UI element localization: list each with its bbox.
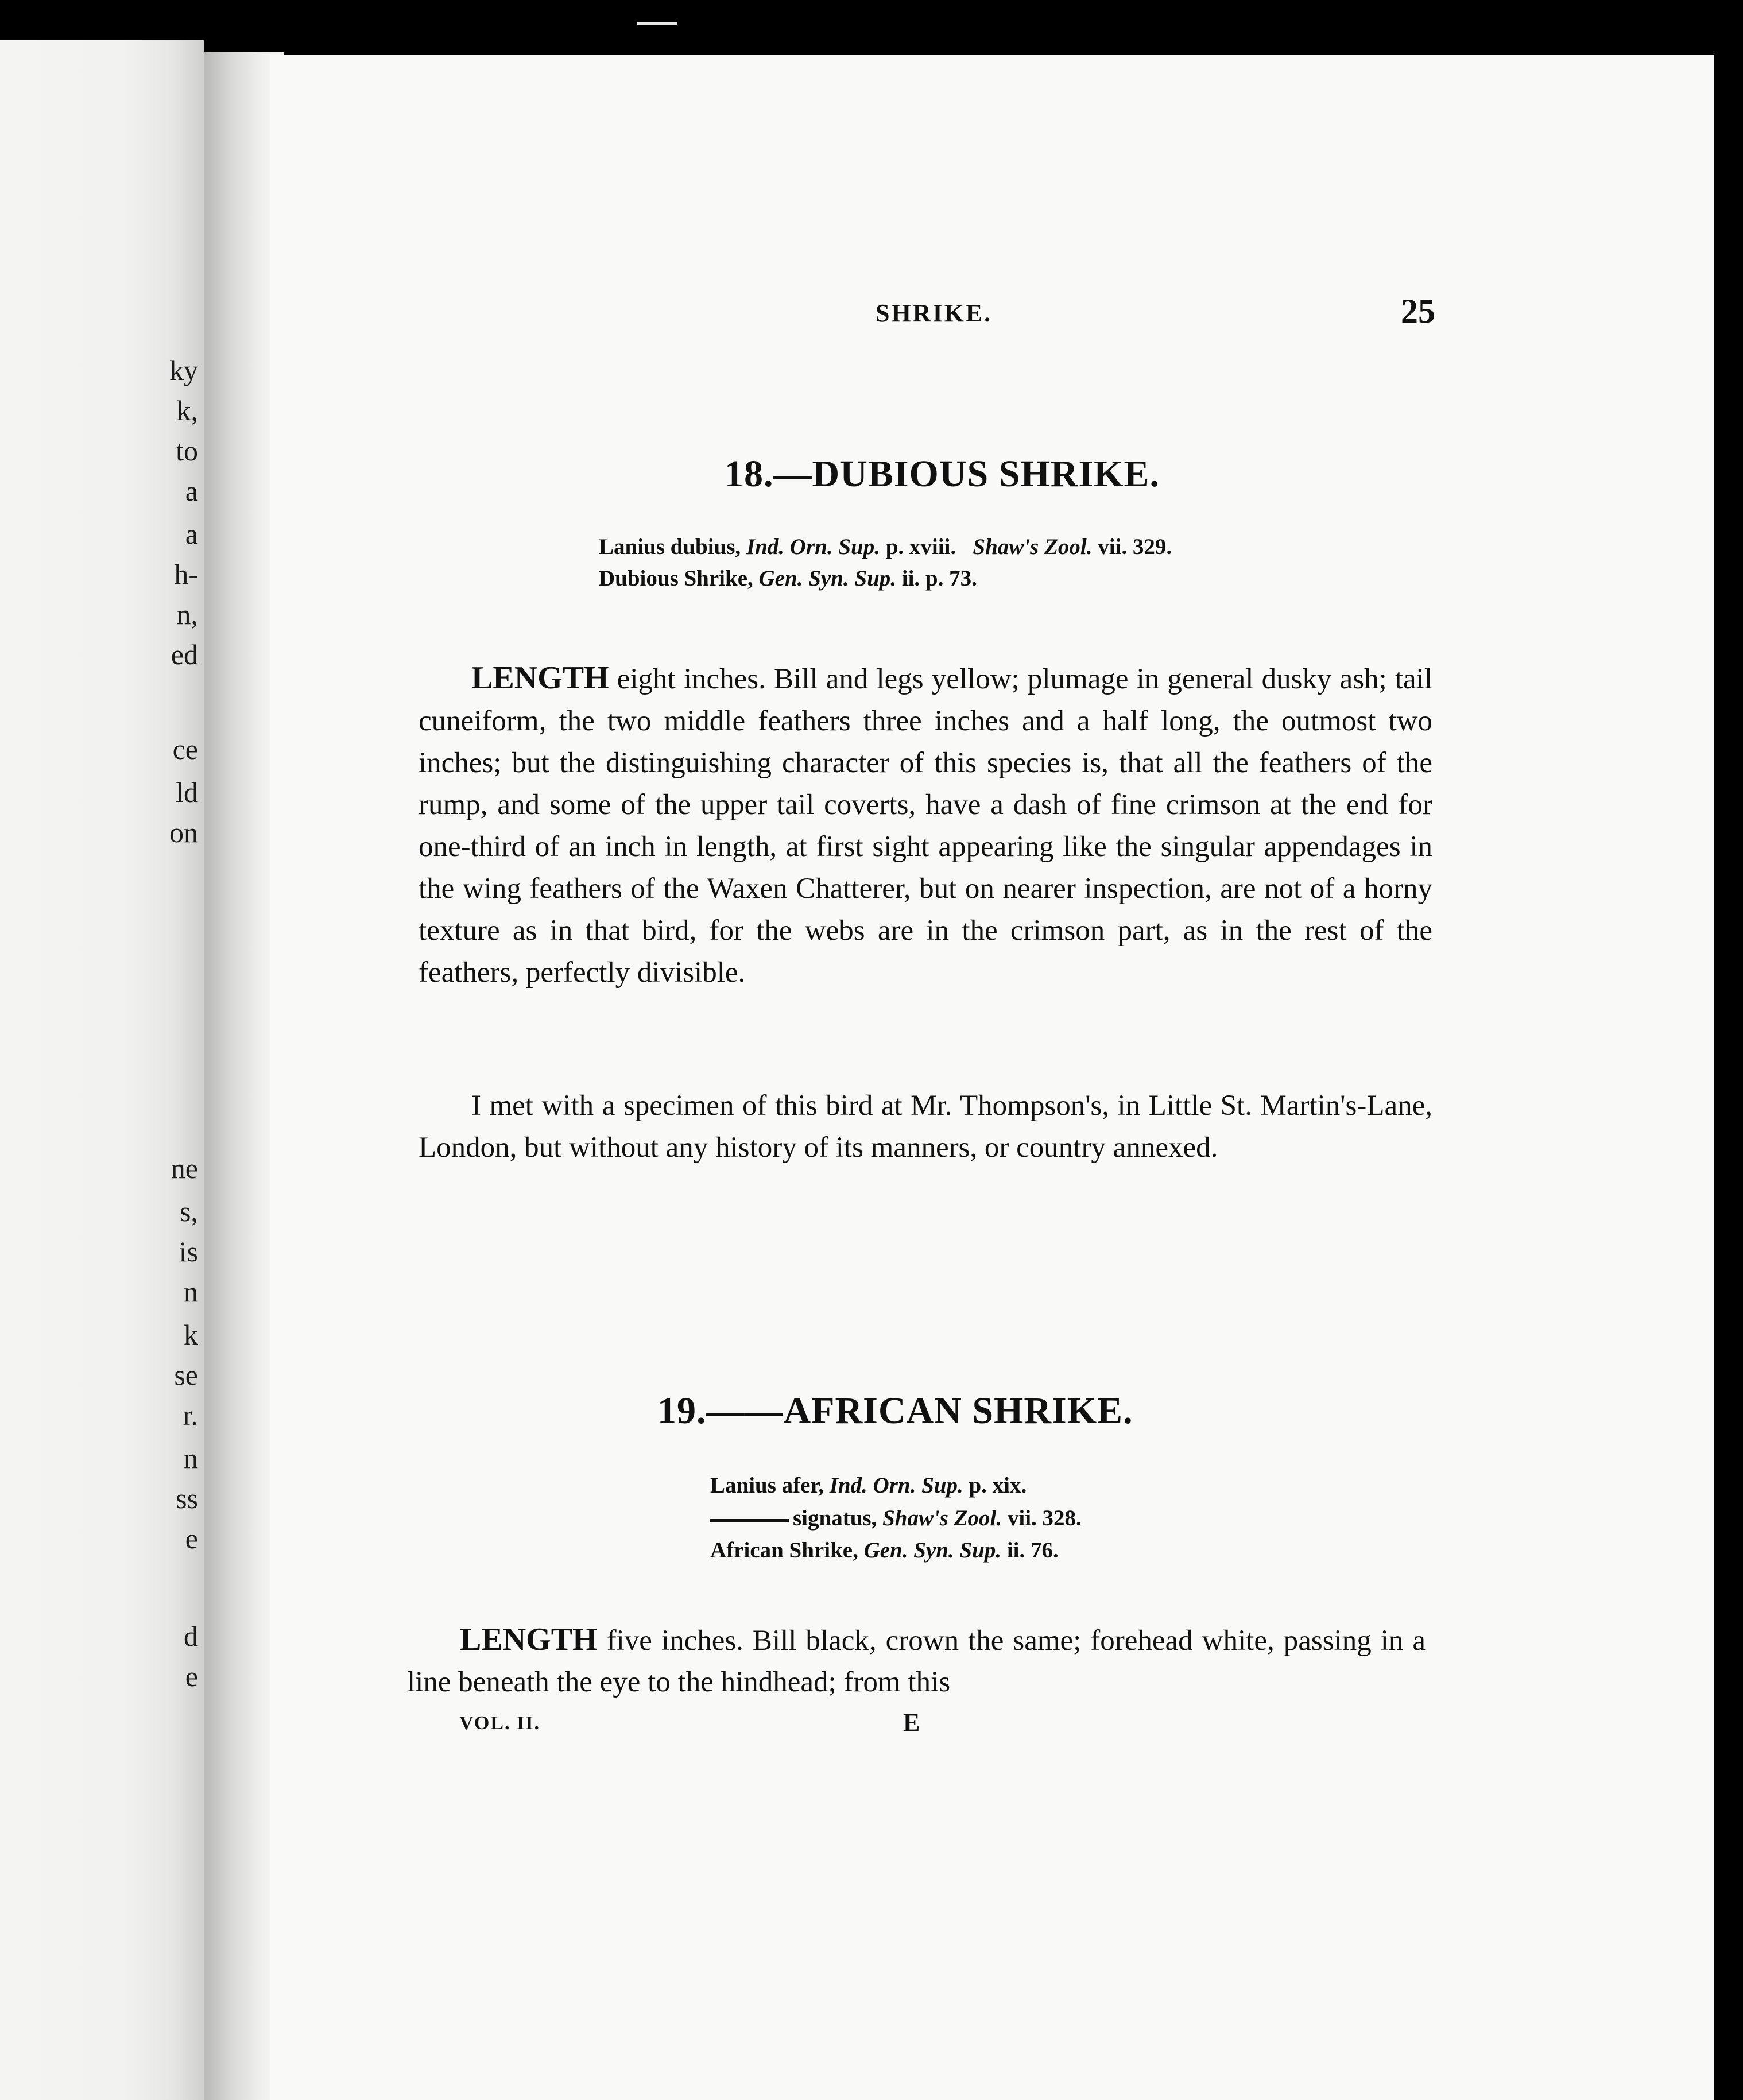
synonym-page: p. xix. [969, 1473, 1027, 1498]
ditto-rule [710, 1519, 789, 1522]
left-page-fragment: is [179, 1235, 198, 1268]
entry-heading-african-shrike: 19.——AFRICAN SHRIKE. [657, 1390, 1133, 1432]
page-number: 25 [1401, 292, 1435, 330]
synonym-page: vii. 329. [1098, 534, 1172, 559]
left-facing-page [0, 40, 204, 2100]
synonym-reference: Gen. Syn. Sup. [863, 1538, 1002, 1563]
left-page-fragment: on [169, 816, 198, 848]
left-page-fragment: ne [171, 1152, 198, 1184]
left-page-fragment: n, [176, 598, 198, 630]
left-page-fragment: n [184, 1442, 198, 1474]
left-page-fragment: d [184, 1620, 198, 1652]
note-paragraph: I met with a specimen of this bird at Mr. Thompson's, in Little St. Martin's-Lane, London, but without any history of its manners, or country annexed. [419, 1090, 1432, 1164]
description-paragraph [407, 1619, 1426, 1703]
left-page-fragment: a [185, 518, 198, 550]
left-page-fragment: k, [176, 394, 198, 427]
left-page-fragment: ed [171, 638, 198, 671]
synonym-name: signatus, [793, 1506, 877, 1531]
synonym-reference: Ind. Orn. Sup. [746, 534, 880, 559]
synonym-page: p. xviii. [885, 534, 956, 559]
synonym-page: ii. 76. [1006, 1538, 1059, 1563]
right-page [270, 55, 1714, 2100]
left-page-fragment: r. [183, 1399, 198, 1431]
synonym-name: Lanius afer, [710, 1473, 824, 1498]
left-page-fragment: se [174, 1359, 198, 1391]
synonym-name: Dubious Shrike, [599, 566, 753, 591]
synonym-reference: Gen. Syn. Sup. [758, 566, 897, 591]
scan-artifact [637, 22, 677, 25]
left-page-fragment: k [184, 1319, 198, 1351]
synonym-line [599, 565, 977, 591]
left-page-fragment: e [185, 1522, 198, 1555]
left-page-fragment: ky [169, 354, 198, 386]
synonym-page: ii. p. 73. [901, 566, 977, 591]
left-page-fragment: s, [180, 1195, 198, 1227]
left-page-fragment: to [176, 435, 198, 467]
left-page-fragment: ce [172, 733, 198, 765]
left-page-fragment: ld [176, 776, 198, 808]
synonym-line [599, 534, 1172, 560]
paragraph-text: five inches. Bill black, crown the same; forehead white, passing in a line beneath the eye to the hindhead; from this [407, 1625, 1426, 1698]
synonym-reference: Ind. Orn. Sup. [829, 1473, 963, 1498]
left-page-fragment: ss [176, 1482, 198, 1514]
left-page-fragment: n [184, 1276, 198, 1308]
synonym-line [710, 1473, 1027, 1498]
synonym-name: Lanius dubius, [599, 534, 741, 559]
description-paragraph [419, 657, 1432, 994]
synonym-reference: Shaw's Zool. [973, 534, 1093, 559]
paragraph-text: eight inches. Bill and legs yellow; plumage in general dusky ash; tail cuneiform, the two middle feathers three inches and a half long, the outmost two inches; but the distinguishing character of this species is, that all the feathers of the rump, and some of the upper tail coverts, have a dash of fine crimson at the end for one-third of an inch in length, at first sight appearing like the singular appendages in the wing feathers of the Waxen Chatterer, but on nearer inspection, are not of a horny texture as in that bird, for the webs are in the crimson part, as in the rest of the feathers, perfectly divisible. [419, 663, 1432, 989]
paragraph-lead-word: LENGTH [460, 1622, 598, 1657]
paragraph-lead-word: LENGTH [471, 660, 609, 696]
left-page-fragment: a [185, 475, 198, 507]
synonym-line [710, 1537, 1059, 1563]
left-page-fragment: h- [174, 558, 198, 590]
printer-signature-mark: E [903, 1708, 920, 1737]
synonym-line [710, 1505, 1082, 1531]
entry-heading-dubious-shrike: 18.—DUBIOUS SHRIKE. [725, 453, 1160, 495]
running-head: SHRIKE. [876, 299, 993, 327]
left-page-fragment: e [185, 1660, 198, 1692]
synonym-name: African Shrike, [710, 1538, 858, 1563]
volume-label: VOL. II. [459, 1712, 540, 1734]
synonym-page: vii. 328. [1007, 1506, 1082, 1531]
synonym-reference: Shaw's Zool. [882, 1506, 1002, 1531]
